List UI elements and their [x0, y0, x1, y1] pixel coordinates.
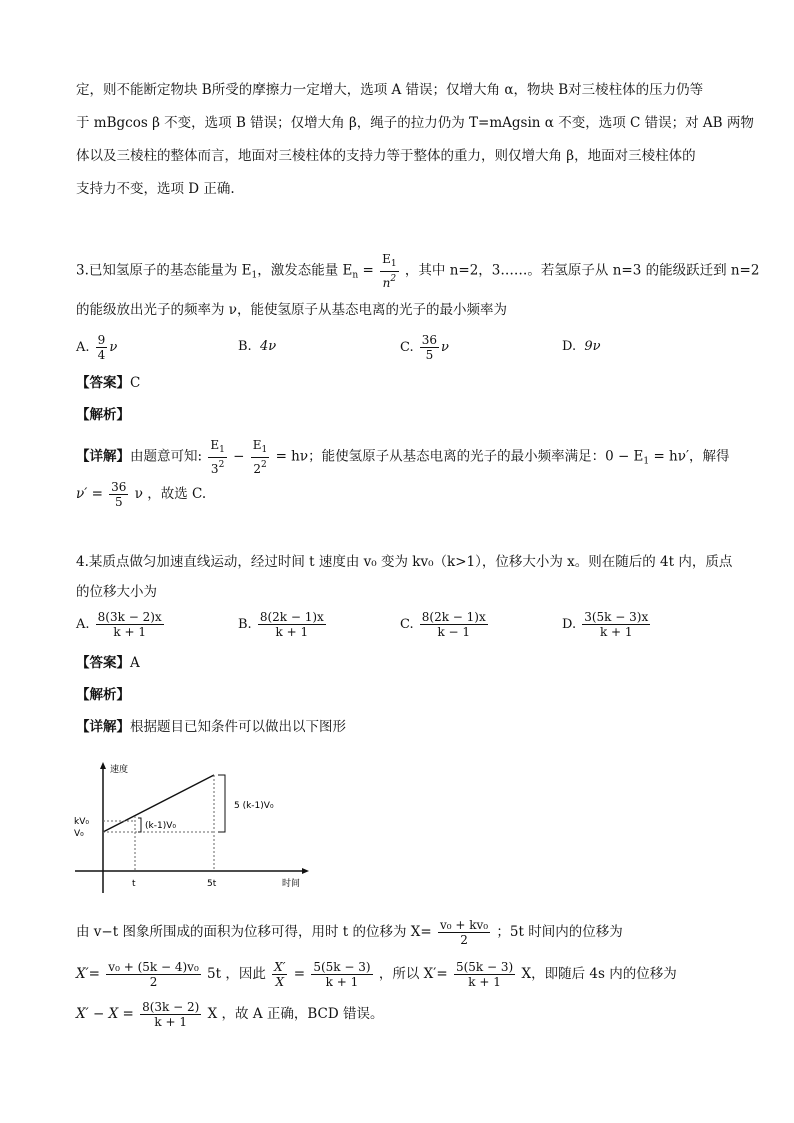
- q4-stem-line-2: 的位移大小为: [76, 584, 157, 600]
- q4-option-c[interactable]: C. $\frac{8(2k - 1)x}{k - 1}$: [400, 610, 486, 639]
- graph-5t-label: 5t: [207, 879, 217, 889]
- q3-energy-fraction: $\frac{E_1}{n^2}$: [382, 252, 397, 290]
- q3-option-c[interactable]: C. $\frac{36}{5}$ ν: [400, 333, 449, 362]
- q4-option-a[interactable]: A. $\frac{8(3k - 2)x}{k + 1}$: [76, 610, 162, 639]
- velocity-time-graph: [70, 758, 310, 898]
- q3-stem-line-1: 3.已知氢原子的基态能量为 $E_1$，激发态能量 $E_n$ = $\frac{E_1}{n^2}$ ，其中 n=2，3……。若氢原子从 n=3 的能级跃迁到 n=2: [76, 252, 760, 290]
- q4-answer: 【答案】A: [76, 655, 140, 671]
- q4-detail-line-1: 【详解】根据题目已知条件可以做出以下图形: [76, 719, 346, 735]
- graph-k1v0-label: (k-1)V₀: [145, 821, 176, 831]
- graph-v0-label: V₀: [74, 829, 84, 839]
- graph-5k1v0-label: 5 (k-1)V₀: [234, 801, 274, 811]
- q3-option-b[interactable]: B. 4ν: [238, 339, 277, 354]
- graph-y-arrow: [100, 762, 106, 769]
- q4-explain-line-3: X′ − X = $\frac{8(3k - 2)}{k + 1}$ X ，故 A 正确，BCD 错误。: [76, 1000, 384, 1029]
- q4-option-d[interactable]: D. $\frac{3(5k - 3)x}{k + 1}$: [562, 610, 649, 639]
- q3-stem-line-2: 的能级放出光子的频率为 ν，能使氢原子从基态电离的光子的最小频率为: [76, 302, 507, 318]
- q4-explain-line-2: X′= $\frac{\text{v₀ + (5k − 4)v₀}}{2}$ 5t ，因此 $\frac{X'}{X}$ = $\frac{5(5k - 3)}{k + 1}$ ，所以 X′= $\frac{5(5k - 3)}{k + 1}$ X，即随后 4s 内的位移为: [76, 960, 677, 989]
- q4-option-b[interactable]: B. $\frac{8(2k - 1)x}{k + 1}$: [238, 610, 324, 639]
- para-line-1: 定，则不能断定物块 B所受的摩擦力一定增大，选项 A 错误；仅增大角 α，物块 B对三棱柱体的压力仍等: [76, 82, 704, 98]
- para-line-4: 支持力不变，选项 D 正确.: [76, 181, 235, 197]
- q3-analysis-tag: 【解析】: [76, 407, 130, 423]
- q3-option-d[interactable]: D. 9ν: [562, 339, 601, 354]
- graph-ylabel: 速度: [110, 765, 129, 775]
- graph-5k1v0-bracket: [218, 775, 225, 832]
- q4-analysis-tag: 【解析】: [76, 687, 130, 703]
- q4-stem-line-1: 4.某质点做匀加速直线运动，经过时间 t 速度由 v₀ 变为 kv₀（k>1），位移大小为 x。则在随后的 4t 内，质点: [76, 554, 733, 570]
- q3-detail-line-2: ν′ = $\frac{36}{5}$ ν ，故选 C.: [76, 480, 207, 509]
- graph-k1v0-bracket: [138, 818, 141, 832]
- para-line-2: 于 mBgcos β 不变，选项 B 错误；仅增大角 β，绳子的拉力仍为 T=mAgsin α 不变，选项 C 错误；对 AB 两物: [76, 115, 754, 131]
- q4-explain-line-1: 由 v−t 图象所围成的面积为位移可得，用时 t 的位移为 X= $\frac{\text{v₀ + kv₀}}{2}$ ；5t 时间内的位移为: [76, 918, 623, 947]
- graph-kv0-label: kV₀: [74, 817, 89, 827]
- graph-xlabel: 时间: [282, 879, 301, 889]
- para-line-3: 体以及三棱柱的整体而言，地面对三棱柱体的支持力等于整体的重力，则仅增大角 β，地面对三棱柱体的: [76, 148, 696, 164]
- q3-option-a[interactable]: A. $\frac{9}{4}$ ν: [76, 333, 118, 362]
- q3-answer: 【答案】C: [76, 375, 141, 391]
- graph-t-label: t: [132, 879, 136, 889]
- q3-detail-line-1: 【详解】由题意可知: $\frac{E_1}{3^2}$ − $\frac{E_1}{2^2}$ = hν；能使氢原子从基态电离的光子的最小频率满足：$0 - E_1 = h\nu'$，解得: [76, 438, 730, 476]
- graph-x-arrow: [302, 868, 309, 874]
